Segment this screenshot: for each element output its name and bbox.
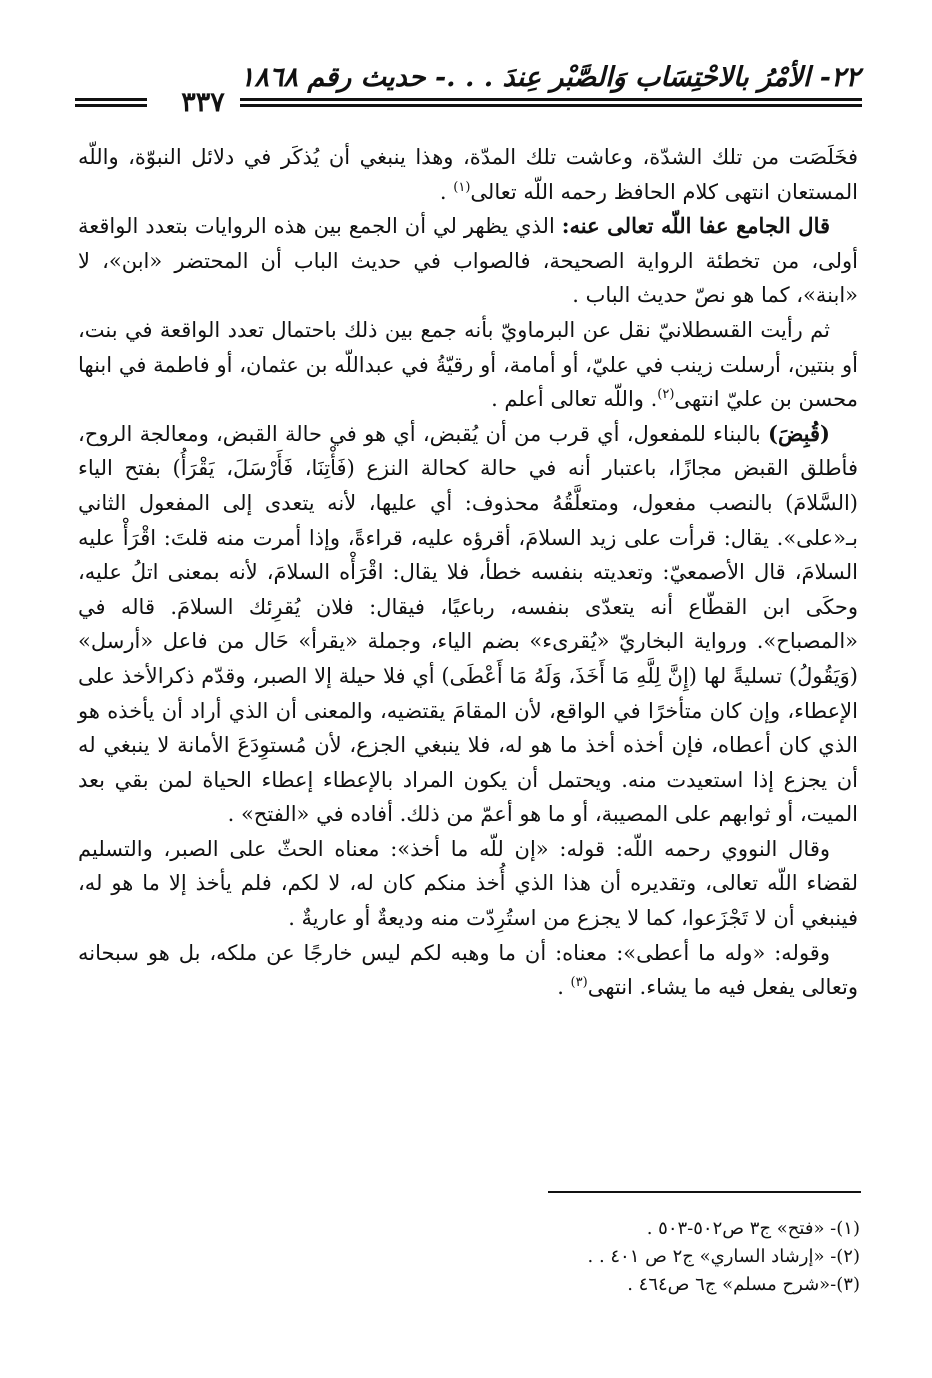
footnote-ref-3: (٣) [570, 975, 588, 991]
paragraph-end: . [557, 975, 571, 1000]
footnote-ref-2: (٢) [657, 387, 675, 403]
header-rule-right [240, 98, 862, 110]
compiler-remark-heading: قال الجامع عفا اللّه تعالى عنه: [561, 213, 831, 239]
paragraph-text: فخَلَصَت من تلك الشدّة، وعاشت تلك المدّة، وهذا ينبغي أن يُذكَر في دلائل النبوّة، واللّه المستعان انتهى كلام الحافظ رحمه اللّه تعالى [78, 145, 858, 204]
running-title: ٢٢- الأمْرُ بالاحْتِسَاب وَالصَّبْر عِندَ . . .- حديث رقم ١٨٦٨ [239, 62, 860, 93]
footnote-1: (١)- «فتح» ج٣ ص٥٠٢-٥٠٣ . [646, 1218, 860, 1239]
paragraph-1 [78, 140, 858, 209]
header-rule-left [75, 98, 147, 110]
paragraph-text: وقوله: «وله ما أعطى»: معناه: أن ما وهبه لكم ليس خارجًا عن ملكه، بل هو سبحانه وتعالى يفعل فيه ما يشاء. انتهى [78, 940, 858, 1000]
hadith-term: (قُبِضَ) [768, 420, 830, 446]
paragraph-5 [78, 832, 858, 936]
footnote-ref-1: (١) [453, 179, 471, 195]
paragraph-4 [78, 417, 858, 832]
paragraph-text: ثم رأيت القسطلانيّ نقل عن البرماويّ بأنه جمع بين ذلك باحتمال تعدد الواقعة في بنت، أو بنتين، أرسلت زينب في عليّ، أو أمامة، أو رقيّةُ في عبداللّه بن عثمان، أو فاطمة في ابنها محسن بن عليّ انتهى [78, 317, 858, 412]
paragraph-end: . واللّه تعالى أعلم . [491, 387, 658, 412]
main-text [78, 140, 858, 1005]
paragraph-text: الذي يظهر لي أن الجمع بين هذه الروايات بتعدد الواقعة أولى، من تخطئة الرواية الصحيحة، فالصواب في حديث الباب أن المحتضر «ابن»، لا «ابنة»، كما هو نصّ حديث الباب . [78, 214, 858, 308]
paragraph-end: . [439, 179, 454, 204]
footnote-3: (٣)-«شرح مسلم» ج٦ ص٤٦٤ . [627, 1274, 860, 1295]
paragraph-text: وقال النووي رحمه اللّه: قوله: «إن للّه ما أخذ»: معناه الحثّ على الصبر، والتسليم لقضاء اللّه تعالى، وتقديره أن هذا الذي أُخذ منكم كان له، لا لكم، فلم يأخذ إلا ما هو له، فينبغي أن لا تَجْزَعوا، كما لا يجزع من استُرِدّت منه وديعةٌ أو عاريةٌ . [78, 836, 858, 931]
footnotes [300, 1215, 860, 1299]
paragraph-2 [78, 209, 858, 313]
paragraph-3 [78, 313, 858, 417]
paragraph-text: بالبناء للمفعول، أي قرب من أن يُقبض، أي هو في حالة القبض، ومعالجة الروح، فأطلق القبض مجازًا، باعتبار أنه في حالة كحالة النزع (فَأْتِنَا، فَأَرْسَلَ، يَقْرَأُ) بفتح الياء (السَّلامَ) بالنصب مفعول، ومتعلَّقُهُ محذوف: أي عليها، لأنه يتعدى إلى المفعول الثاني بـ«على». يقال: قرأت على زيد السلامَ، أقرؤه عليه، قراءةً، وإذا أمرت منه قلتَ: اقْرَأْ عليه السلامَ، قال الأصمعيّ: وتعديته بنفسه خطأ، فلا يقال: اقْرَأْه السلامَ، لأنه بمعنى اتلُ عليه، وحكَى ابن القطّاع أنه يتعدّى بنفسه، رباعيًا، فيقال: فلان يُقرِئك السلامَ. قاله في «المصباح». ورواية البخاريّ «يُقرىء» بضم الياء، وجملة «يقرأ» حَال من فاعل «أرسل» (وَيَقُولُ) تسليةً لها (إِنَّ لِلَّهِ مَا أَخَذَ، وَلَهُ مَا أَعْطَى) أي فلا حيلة إلا الصبر، وقدّم ذكرالأخذ على الإعطاء، وإن كان متأخرًا في الواقع، لأن المقامَ يقتضيه، والمعنى أن الذي أراد أن يأخذه هو الذي كان أعطاه، فإن أخذه أخذ ما هو له، فلا ينبغي الجزع، لأن مُستوِدَعَ الأمانة لا ينبغي له أن يجزع إذا استعيدت منه. ويحتمل أن يكون المراد بالإعطاء إعطاء الحياة لمن بقي بعد الميت، أو ثوابهم على المصيبة، أو ما هو أعمّ من ذلك. أفاده في «الفتح» . [78, 421, 858, 827]
footnote-2: (٢)- «إرشاد الساري» ج٢ ص ٤٠١ . . [587, 1246, 860, 1267]
paragraph-6 [78, 936, 858, 1005]
footnote-separator [548, 1191, 861, 1193]
page-number: ٣٣٧ [181, 87, 225, 118]
